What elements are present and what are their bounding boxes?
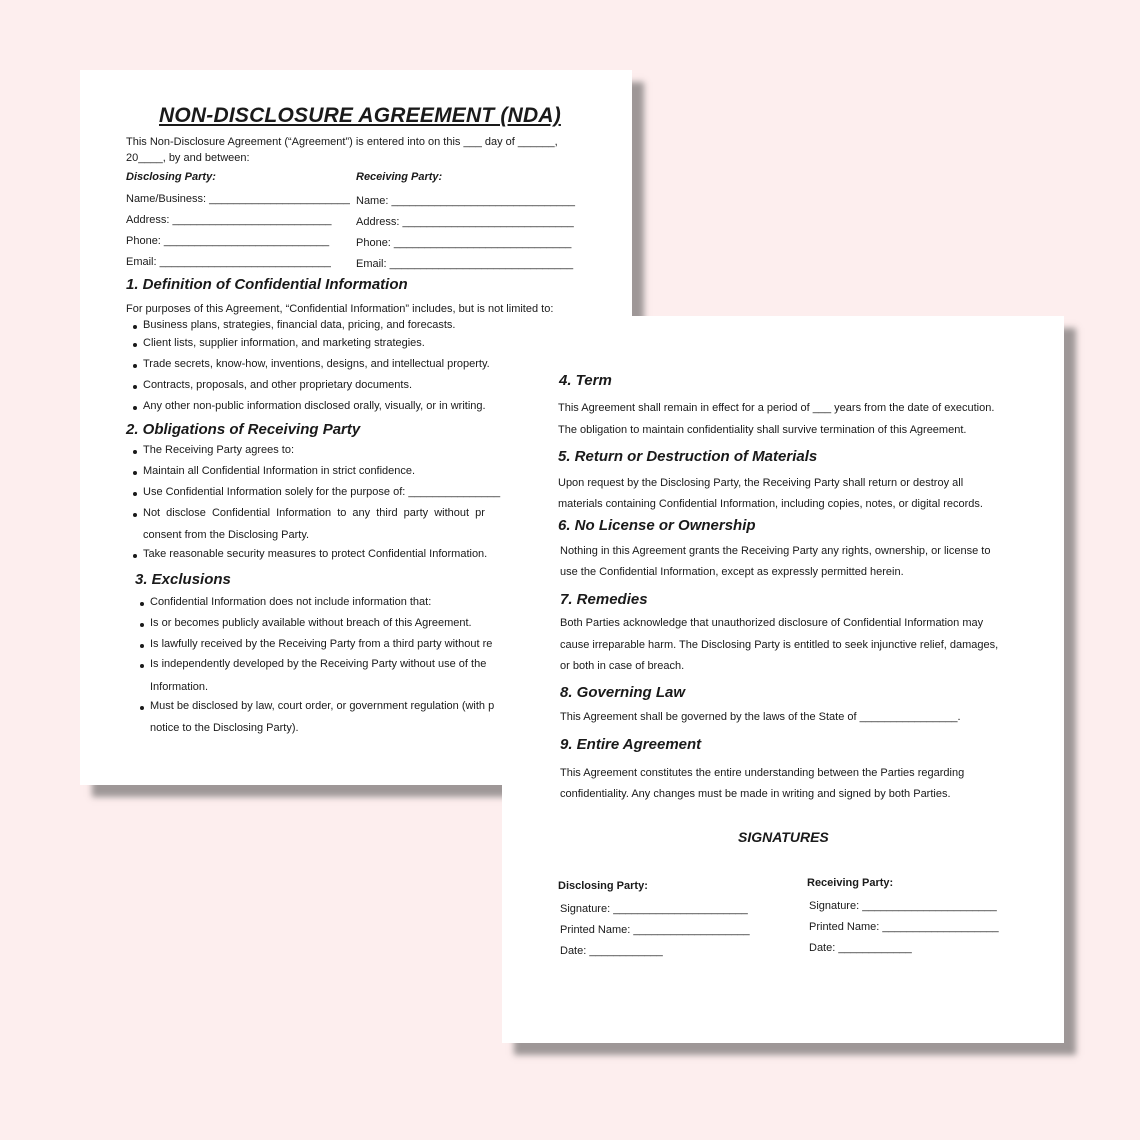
signatures-title: SIGNATURES — [738, 829, 829, 845]
section-6-line: use the Confidential Information, except as expressly permitted herein. — [560, 566, 904, 578]
section-3-bullet: Is lawfully received by the Receiving Party from a third party without re — [150, 638, 493, 650]
signature-disclosing-date: Date: ____________ — [560, 945, 663, 957]
section-6-heading: 6. No License or Ownership — [558, 517, 756, 534]
section-3-heading: 3. Exclusions — [135, 571, 231, 588]
document-title: NON-DISCLOSURE AGREEMENT (NDA) — [159, 104, 561, 127]
section-5-line: Upon request by the Disclosing Party, the Receiving Party shall return or destroy all — [558, 477, 964, 489]
section-1-bullet: Trade secrets, know-how, inventions, designs, and intellectual property. — [143, 358, 490, 370]
section-8-heading: 8. Governing Law — [560, 684, 686, 701]
section-3-bullet: Is or becomes publicly available without breach of this Agreement. — [150, 617, 472, 629]
section-7-heading: 7. Remedies — [560, 591, 648, 608]
section-9-line: confidentiality. Any changes must be made in writing and signed by both Parties. — [560, 788, 951, 800]
receiving-party-label: Receiving Party: — [356, 171, 443, 183]
section-1-bullet: Business plans, strategies, financial data, pricing, and forecasts. — [143, 319, 456, 331]
disclosing-email-field: Email: ____________________________ — [126, 256, 331, 268]
intro-line-2: 20____, by and between: — [126, 152, 250, 164]
receiving-name-field: Name: ______________________________ — [356, 195, 575, 207]
section-3-bullet: Confidential Information does not include information that: — [150, 596, 432, 608]
signature-receiving-signature: Signature: ______________________ — [809, 900, 997, 912]
disclosing-party-label: Disclosing Party: — [126, 171, 216, 183]
receiving-email-field: Email: ______________________________ — [356, 258, 574, 270]
signature-receiving-label: Receiving Party: — [807, 877, 894, 889]
section-3-bullet: Is independently developed by the Receiving Party without use of the — [150, 658, 487, 670]
signature-disclosing-signature: Signature: ______________________ — [560, 903, 748, 915]
section-9-line: This Agreement constitutes the entire understanding between the Parties regarding — [560, 767, 965, 779]
section-1-bullet: Any other non-public information disclosed orally, visually, or in writing. — [143, 400, 486, 412]
disclosing-address-field: Address: __________________________ — [126, 214, 332, 226]
section-3-bullet: Must be disclosed by law, court order, or government regulation (with p — [150, 700, 495, 712]
section-4-heading: 4. Term — [559, 372, 612, 389]
section-8-line: This Agreement shall be governed by the laws of the State of ________________. — [560, 711, 961, 723]
section-2-bullet: The Receiving Party agrees to: — [143, 444, 295, 456]
section-3-bullet-continuation: notice to the Disclosing Party). — [150, 722, 299, 734]
section-7-line: Both Parties acknowledge that unauthorized disclosure of Confidential Information may — [560, 617, 984, 629]
section-2-bullet: Take reasonable security measures to protect Confidential Information. — [143, 548, 488, 560]
signature-disclosing-printed-name: Printed Name: ___________________ — [560, 924, 750, 936]
section-5-heading: 5. Return or Destruction of Materials — [558, 448, 818, 465]
receiving-address-field: Address: ____________________________ — [356, 216, 574, 228]
section-2-heading: 2. Obligations of Receiving Party — [126, 421, 361, 438]
nda-page-2 — [502, 316, 1064, 1043]
section-1-intro: For purposes of this Agreement, “Confidential Information” includes, but is not limited to: — [126, 303, 554, 315]
section-3-bullet-continuation: Information. — [150, 681, 209, 693]
section-2-bullet: Not disclose Confidential Information to any third party without pr — [143, 507, 485, 519]
section-2-bullet: Maintain all Confidential Information in strict confidence. — [143, 465, 416, 477]
signature-disclosing-label: Disclosing Party: — [558, 880, 648, 892]
disclosing-phone-field: Phone: ___________________________ — [126, 235, 330, 247]
section-4-line: This Agreement shall remain in effect for a period of ___ years from the date of execution. — [558, 402, 995, 414]
receiving-phone-field: Phone: _____________________________ — [356, 237, 572, 249]
intro-line-1: This Non-Disclosure Agreement (“Agreement”) is entered into on this ___ day of ______, — [126, 136, 558, 148]
section-2-bullet-continuation: consent from the Disclosing Party. — [143, 529, 310, 541]
section-6-line: Nothing in this Agreement grants the Receiving Party any rights, ownership, or license to — [560, 545, 991, 557]
signature-receiving-printed-name: Printed Name: ___________________ — [809, 921, 999, 933]
section-9-heading: 9. Entire Agreement — [560, 736, 702, 753]
section-1-bullet: Contracts, proposals, and other proprietary documents. — [143, 379, 413, 391]
disclosing-name-field: Name/Business: _______________________ — [126, 193, 350, 205]
signature-receiving-date: Date: ____________ — [809, 942, 912, 954]
section-7-line: or both in case of breach. — [560, 660, 685, 672]
section-2-bullet: Use Confidential Information solely for the purpose of: _______________ — [143, 486, 501, 498]
section-7-line: cause irreparable harm. The Disclosing Party is entitled to seek injunctive relief, damages, — [560, 639, 999, 651]
section-4-line: The obligation to maintain confidentiality shall survive termination of this Agreement. — [558, 424, 967, 436]
section-5-line: materials containing Confidential Information, including copies, notes, or digital records. — [558, 498, 983, 510]
section-1-heading: 1. Definition of Confidential Information — [126, 276, 408, 293]
section-1-bullet: Client lists, supplier information, and marketing strategies. — [143, 337, 425, 349]
